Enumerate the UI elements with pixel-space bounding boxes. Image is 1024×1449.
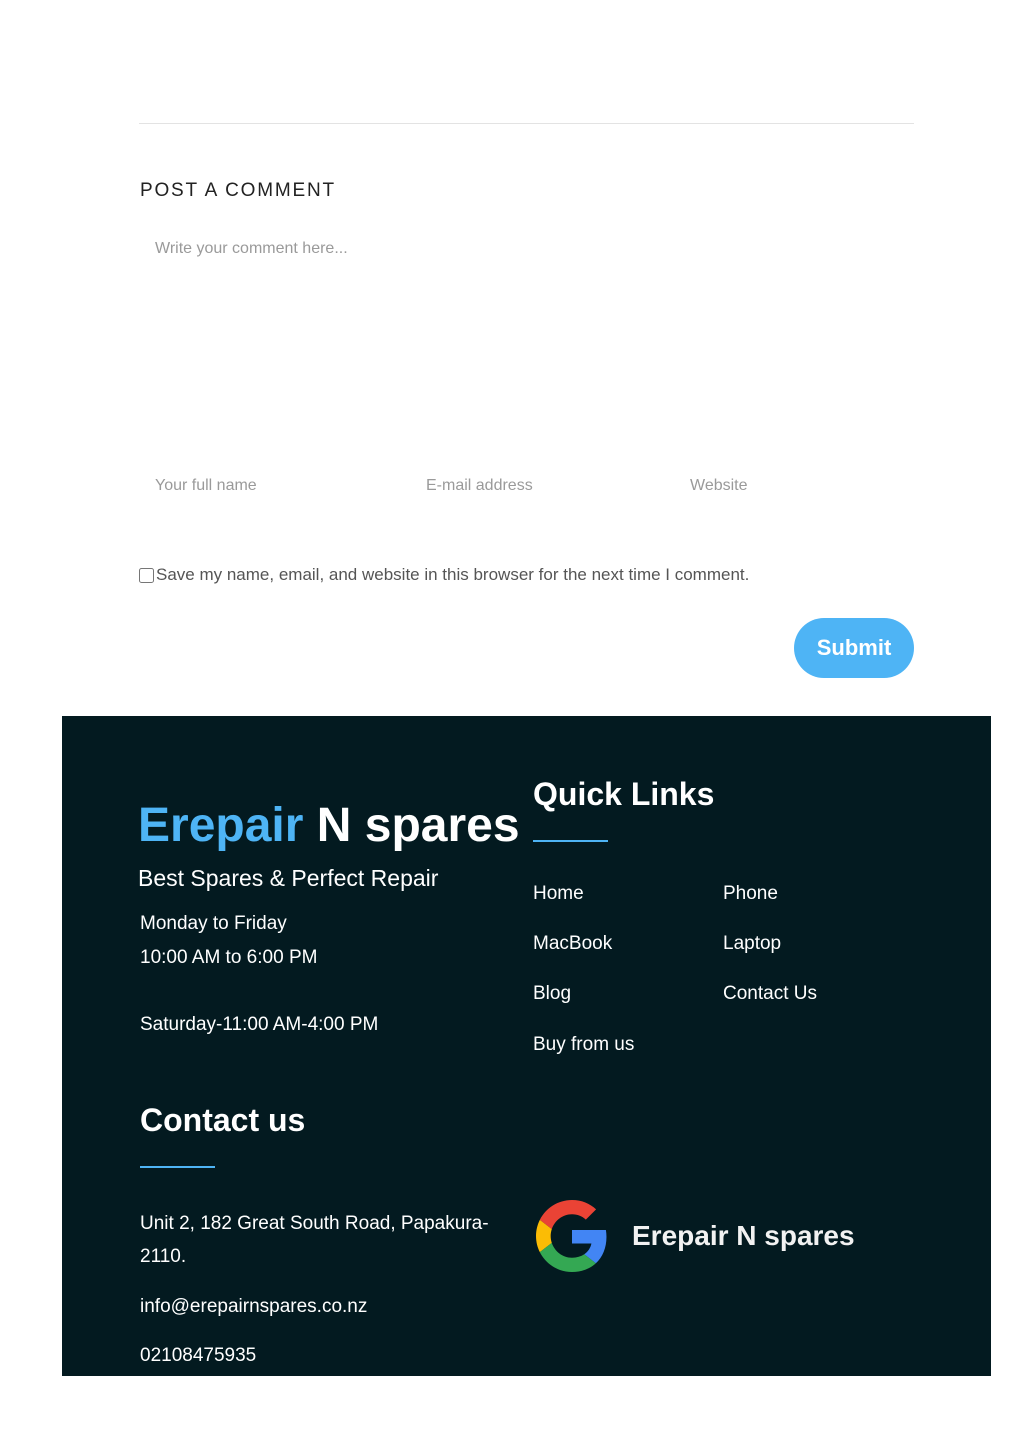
save-info-consent[interactable] <box>139 565 749 585</box>
saturday-hours: Saturday-11:00 AM-4:00 PM <box>140 1014 379 1035</box>
footer-link-contact[interactable]: Contact Us <box>723 983 817 1004</box>
google-g-icon <box>536 1200 608 1272</box>
contact-email[interactable]: info@erepairnspares.co.nz <box>140 1296 368 1317</box>
footer-link-blog[interactable]: Blog <box>533 983 572 1004</box>
google-badge-label: Erepair N spares <box>632 1220 855 1251</box>
weekday-hours: 10:00 AM to 6:00 PM <box>140 947 318 968</box>
comment-form-title: POST A COMMENT <box>140 180 336 201</box>
quick-links-underline <box>533 840 608 842</box>
footer-link-buy[interactable]: Buy from us <box>533 1034 635 1055</box>
section-divider <box>139 123 914 124</box>
footer-link-laptop[interactable]: Laptop <box>723 933 782 954</box>
brand-tagline: Best Spares & Perfect Repair <box>138 865 439 891</box>
comment-textarea[interactable] <box>139 226 914 426</box>
site-footer <box>62 716 991 1376</box>
save-info-label: Save my name, email, and website in this browser for the next time I comment. <box>156 565 750 584</box>
contact-heading: Contact us <box>140 1102 306 1138</box>
brand-name-rest: N spares <box>303 799 520 852</box>
contact-phone[interactable]: 02108475935 <box>140 1345 257 1366</box>
footer-link-phone[interactable]: Phone <box>723 883 778 904</box>
email-field[interactable] <box>410 466 665 506</box>
contact-underline <box>140 1166 215 1168</box>
footer-link-home[interactable]: Home <box>533 883 584 904</box>
contact-address: Unit 2, 182 Great South Road, Papakura-2110. <box>140 1213 489 1267</box>
save-info-checkbox[interactable] <box>139 568 154 583</box>
footer-brand <box>138 798 520 853</box>
quick-links-heading: Quick Links <box>533 776 715 812</box>
brand-name-accent: Erepair <box>138 799 304 852</box>
footer-link-macbook[interactable]: MacBook <box>533 933 613 954</box>
google-business-badge[interactable] <box>536 1200 855 1272</box>
website-field[interactable] <box>674 466 914 506</box>
weekday-hours-label: Monday to Friday <box>140 913 287 934</box>
name-field[interactable] <box>139 466 399 506</box>
submit-button[interactable]: Submit <box>794 618 914 678</box>
